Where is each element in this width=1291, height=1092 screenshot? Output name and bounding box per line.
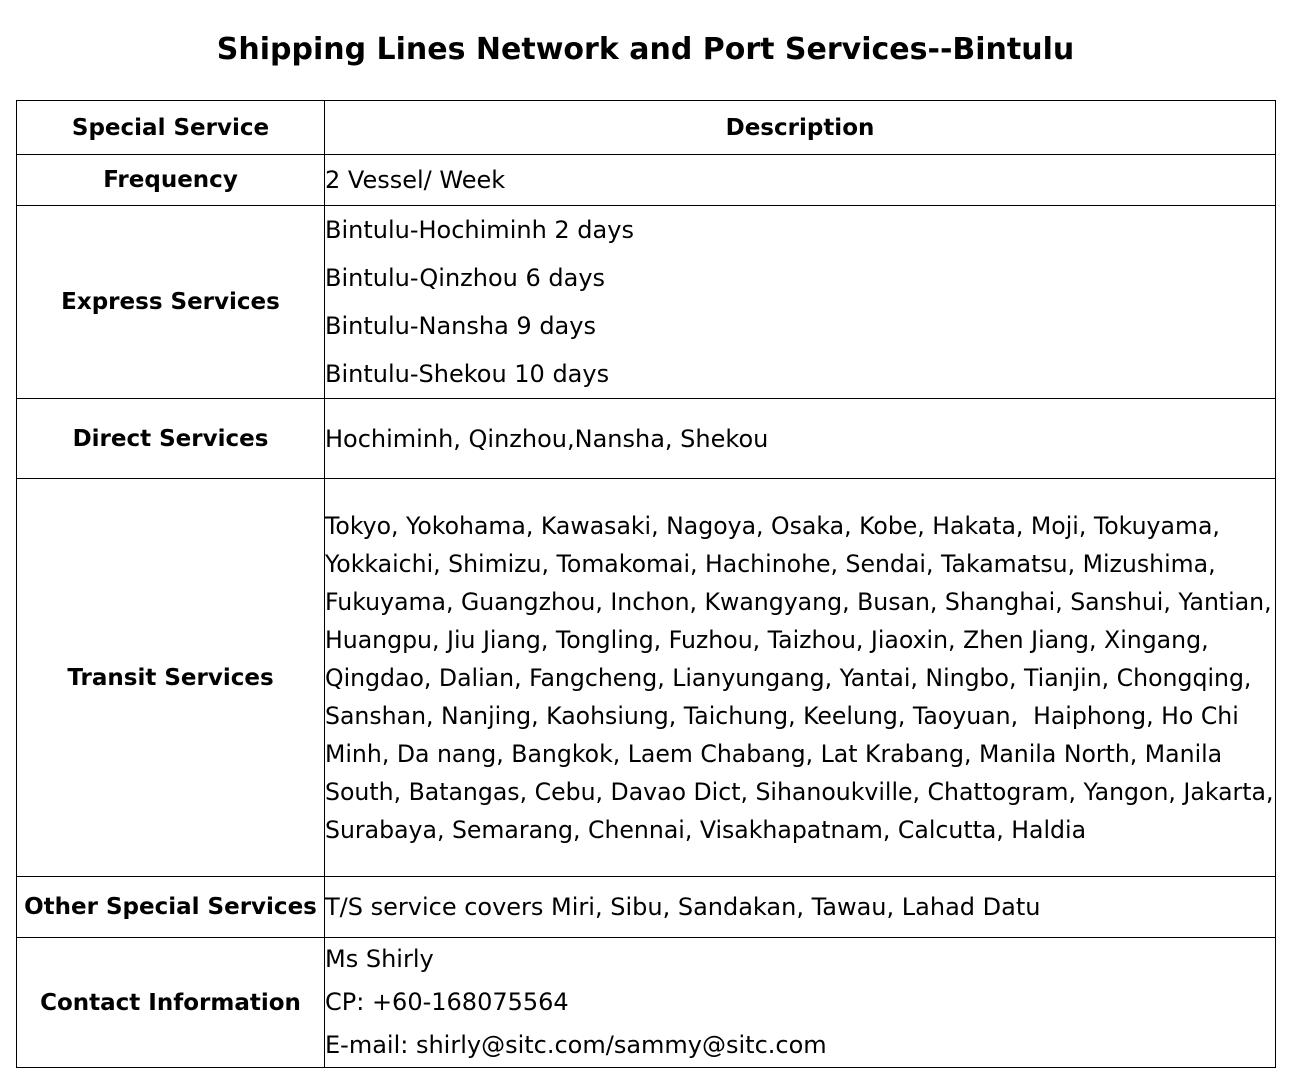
table-row-other	[17, 877, 1276, 938]
contact-phone: CP: +60-168075564	[325, 988, 569, 1016]
table-row-contact	[17, 938, 1276, 1068]
label-express: Express Services	[17, 206, 325, 399]
value-express	[325, 206, 1276, 399]
label-frequency: Frequency	[17, 155, 325, 206]
express-route: Bintulu-Hochiminh 2 days	[325, 216, 634, 244]
table-row-express	[17, 206, 1276, 399]
label-other: Other Special Services	[17, 877, 325, 938]
header-special-service: Special Service	[17, 101, 325, 155]
services-table	[16, 100, 1281, 1068]
table-header-row	[17, 101, 1276, 155]
table-row-frequency	[17, 155, 1276, 206]
contact-name: Ms Shirly	[325, 945, 434, 973]
express-route: Bintulu-Qinzhou 6 days	[325, 264, 606, 292]
table-row-direct	[17, 399, 1276, 479]
value-direct: Hochiminh, Qinzhou,Nansha, Shekou	[325, 399, 1276, 479]
contact-email: E-mail: shirly@sitc.com/sammy@sitc.com	[325, 1031, 827, 1059]
value-frequency: 2 Vessel/ Week	[325, 155, 1276, 206]
label-contact: Contact Information	[17, 938, 325, 1068]
table-row-transit	[17, 479, 1276, 877]
express-route: Bintulu-Shekou 10 days	[325, 360, 610, 388]
value-transit	[325, 479, 1281, 877]
value-other: T/S service covers Miri, Sibu, Sandakan, Tawau, Lahad Datu	[325, 877, 1276, 938]
label-transit: Transit Services	[17, 479, 325, 877]
page-title: Shipping Lines Network and Port Services--Bintulu	[216, 32, 1075, 67]
transit-port-list: Tokyo, Yokohama, Kawasaki, Nagoya, Osaka, Kobe, Hakata, Moji, Tokuyama, Yokkaichi, Shimizu, Tomakomai, Hachinohe, Sendai, Takamatsu, Mizushima, Fukuyama, Guangzhou, Inchon, Kwangyang, Busan, Shanghai, Sanshui, Yantian, Huangpu, Jiu Jiang, Tongling, Fuzhou, Taizhou, Jiaoxin, Zhen Jiang, Xingang, Qingdao, Dalian, Fangcheng, Lianyungang, Yantai, Ningbo, Tianjin, Chongqing, Sanshan, Nanjing, Kaohsiung, Taichung, Keelung, Taoyuan, Haiphong, Ho Chi Minh, Da nang, Bangkok, Laem Chabang, Lat Krabang, Manila North, Manila South, Batangas, Cebu, Davao Dict, Sihanoukville, Chattogram, Yangon, Jakarta, Surabaya, Semarang, Chennai, Visakhapatnam, Calcutta, Haldia	[325, 511, 1281, 844]
express-route: Bintulu-Nansha 9 days	[325, 312, 596, 340]
label-direct: Direct Services	[17, 399, 325, 479]
header-description: Description	[325, 101, 1276, 155]
value-contact	[325, 938, 1276, 1068]
